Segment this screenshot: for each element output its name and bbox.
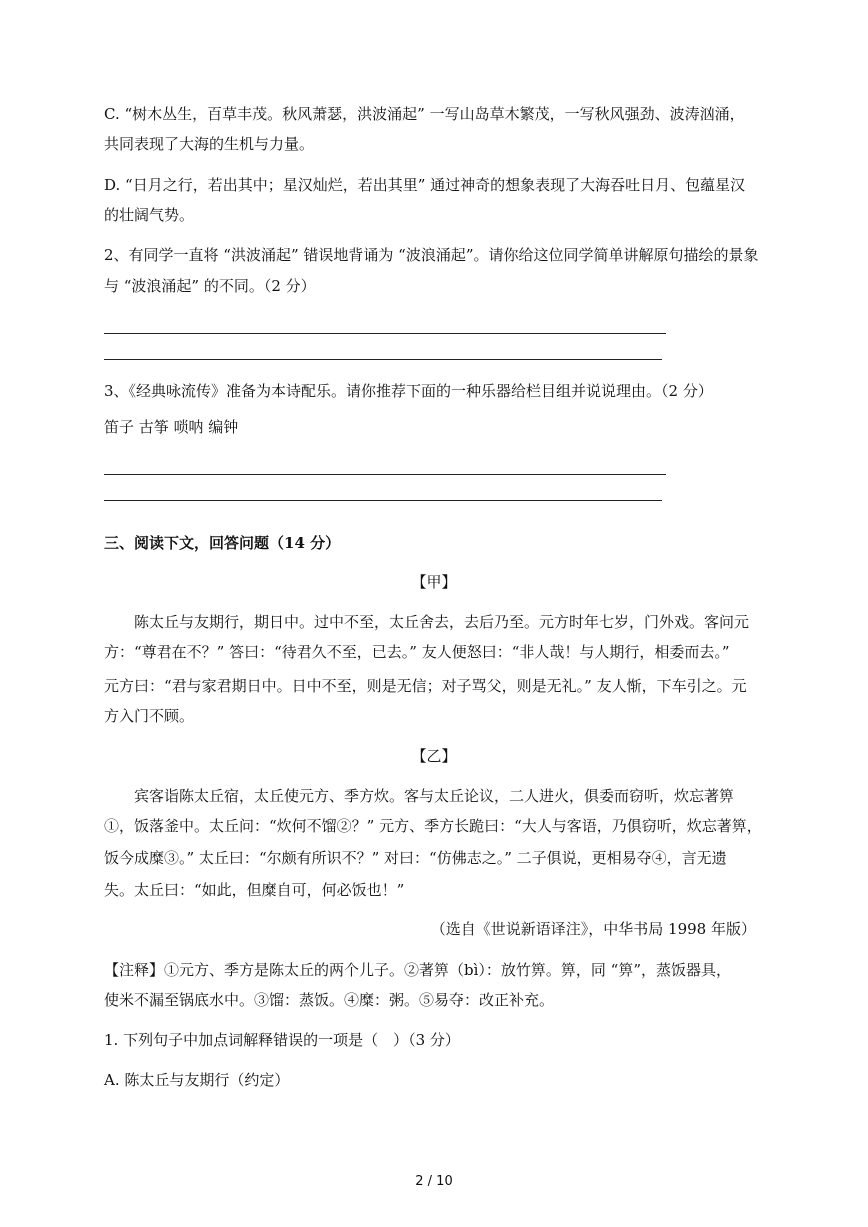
question-3-line: 3、《经典咏流传》准备为本诗配乐。请你推荐下面的一种乐器给栏目组并说说理由。（2 分）: [104, 382, 713, 400]
source-citation: （选自《世说新语译注》，中华书局 1998 年版）: [430, 920, 756, 938]
option-d-line-2: 的壮阔气势。: [104, 206, 195, 224]
passage-jia-line: 方入门不顾。: [104, 707, 195, 725]
passage-yi-line: 饭今成糜③。” 太丘曰：“尔颇有所识不？” 对曰：“仿佛志之。” 二子俱说，更相易夺④，言无遗: [104, 849, 727, 867]
answer-line[interactable]: [104, 474, 666, 475]
option-c-line-2: 共同表现了大海的生机与力量。: [104, 135, 315, 153]
instrument-options: 笛子 古筝 唢呐 编钟: [104, 418, 239, 436]
passage-jia-heading: 【甲】: [411, 573, 457, 591]
option-d-line-1: D. “日月之行，若出其中；星汉灿烂，若出其里” 通过神奇的想象表现了大海吞吐日月、包蕴星汉: [104, 176, 746, 194]
question-1-line: 1. 下列句子中加点词解释错误的一项是（ ）（3 分）: [104, 1031, 460, 1049]
passage-jia-line: 方：“尊君在不？” 答曰：“待君久不至，已去。” 友人便怒曰：“非人哉！与人期行，相委而去。”: [104, 643, 730, 661]
passage-yi-heading: 【乙】: [411, 747, 457, 765]
option-a-line: A. 陈太丘与友期行（约定）: [104, 1071, 290, 1089]
question-2-line-1: 2、有同学一直将 “洪波涌起” 错误地背诵为 “波浪涌起”。请你给这位同学简单讲解原句描绘的景象: [104, 246, 759, 264]
passage-yi-line: 宾客诣陈太丘宿，太丘使元方、季方炊。客与太丘论议，二人进火，俱委而窃听，炊忘著箅: [134, 787, 735, 805]
answer-line[interactable]: [104, 359, 662, 360]
page-number: 2 / 10: [415, 1174, 453, 1189]
passage-jia-line: 元方曰：“君与家君期日中。日中不至，则是无信；对子骂父，则是无礼。” 友人惭，下车引之。元: [104, 677, 747, 695]
answer-line[interactable]: [104, 500, 662, 501]
passage-jia-line: 陈太丘与友期行，期日中。过中不至，太丘舍去，去后乃至。元方时年七岁，门外戏。客问元: [134, 613, 750, 631]
notes-line: 【注释】①元方、季方是陈太丘的两个儿子。②著箅（bì）：放竹箅。箅，同 “箅”，蒸饭器具，: [104, 961, 732, 979]
answer-line[interactable]: [104, 333, 666, 334]
passage-yi-line: ①，饭落釜中。太丘问：“炊何不馏②？” 元方、季方长跪曰：“大人与客语，乃俱窃听，炊忘著箅，: [104, 817, 762, 835]
option-c-line-1: C. “树木丛生，百草丰茂。秋风萧瑟，洪波涌起” 一写山岛草木繁茂，一写秋风强劲、波涛汹涌，: [104, 105, 745, 123]
question-2-line-2: 与 “波浪涌起” 的不同。（2 分）: [104, 277, 316, 295]
notes-line: 使米不漏至锅底水中。③馏：蒸饭。④糜：粥。⑤易夺：改正补充。: [104, 991, 555, 1009]
section-title: 三、阅读下文，回答问题（14 分）: [104, 534, 341, 552]
passage-yi-line: 失。太丘曰：“如此，但糜自可，何必饭也！”: [104, 881, 405, 899]
